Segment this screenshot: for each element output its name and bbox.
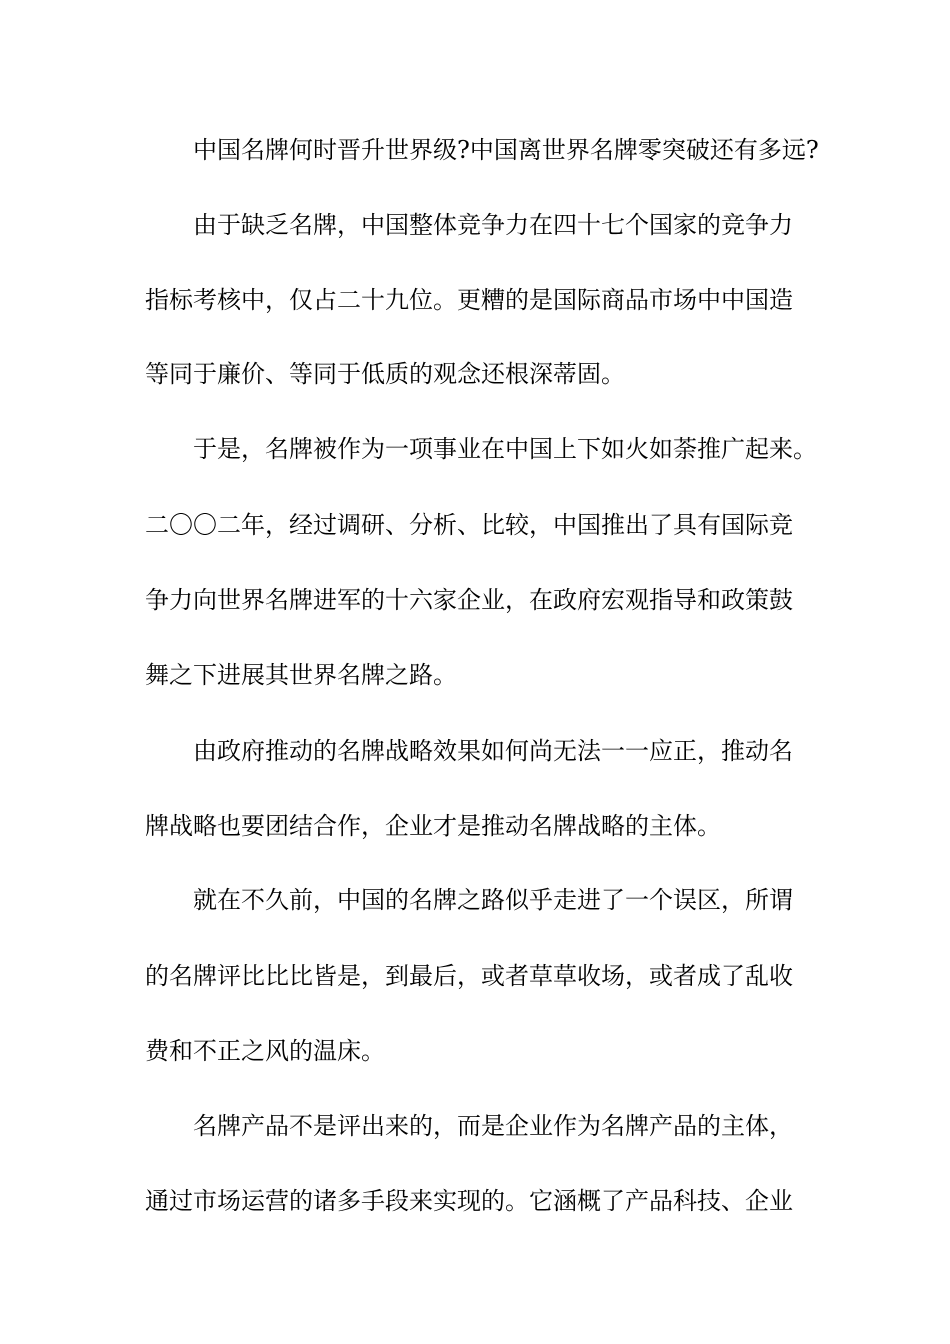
text-line: 中国名牌何时晋升世界级?中国离世界名牌零突破还有多远? xyxy=(193,136,819,164)
text-line: 牌战略也要团结合作，企业才是推动名牌战略的主体。 xyxy=(145,812,721,840)
text-line: 的名牌评比比比皆是，到最后，或者草草收场，或者成了乱收 xyxy=(145,962,793,990)
text-line: 舞之下进展其世界名牌之路。 xyxy=(145,661,457,689)
text-line: 于是，名牌被作为一项事业在中国上下如火如荼推广起来。 xyxy=(193,435,817,463)
text-line: 由于缺乏名牌，中国整体竞争力在四十七个国家的竞争力 xyxy=(193,211,793,239)
text-line: 二〇〇二年，经过调研、分析、比较，中国推出了具有国际竞 xyxy=(145,511,793,539)
text-line: 费和不正之风的温床。 xyxy=(145,1037,385,1065)
text-line: 由政府推动的名牌战略效果如何尚无法一一应正，推动名 xyxy=(193,737,793,765)
text-line: 指标考核中，仅占二十九位。更糟的是国际商品市场中中国造 xyxy=(145,286,793,314)
text-line: 通过市场运营的诸多手段来实现的。它涵概了产品科技、企业 xyxy=(145,1187,793,1215)
text-line: 名牌产品不是评出来的，而是企业作为名牌产品的主体， xyxy=(193,1112,793,1140)
text-line: 就在不久前，中国的名牌之路似乎走进了一个误区，所谓 xyxy=(193,886,793,914)
text-line: 等同于廉价、等同于低质的观念还根深蒂固。 xyxy=(145,360,625,388)
text-line: 争力向世界名牌进军的十六家企业，在政府宏观指导和政策鼓 xyxy=(145,586,793,614)
